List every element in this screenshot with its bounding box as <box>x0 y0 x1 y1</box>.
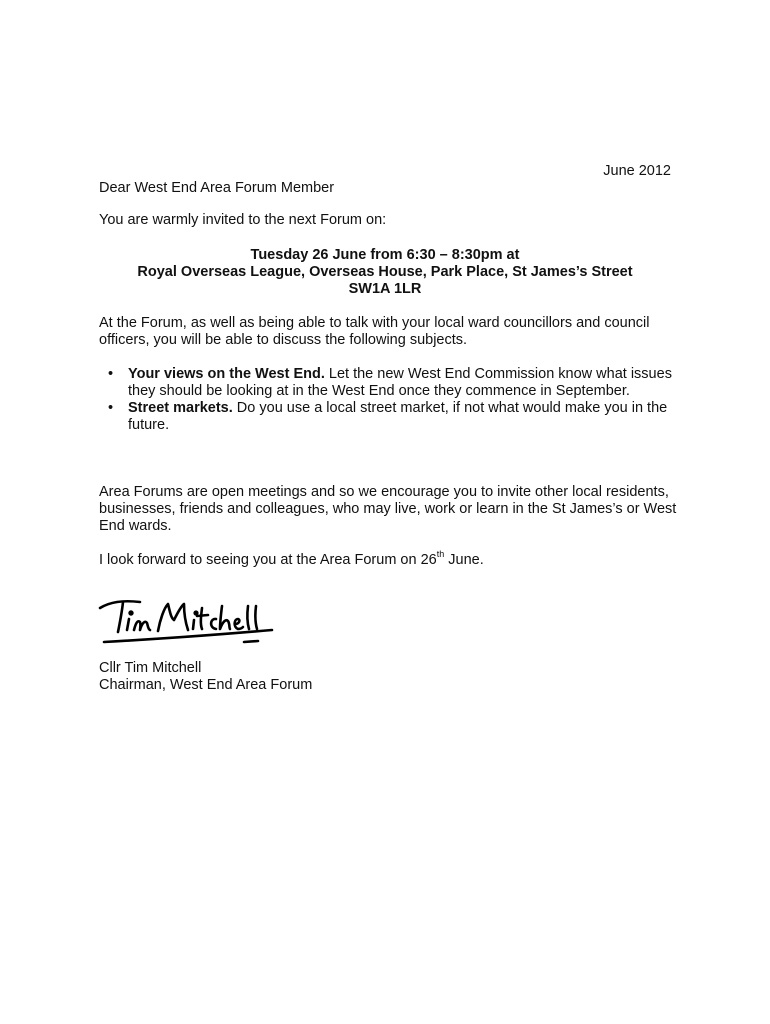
salutation: Dear West End Area Forum Member <box>99 180 335 196</box>
subject-item <box>99 400 674 434</box>
event-venue: Royal Overseas League, Overseas House, Park Place, St James’s Street <box>137 264 633 280</box>
bullet-icon: • <box>108 366 114 382</box>
open-meetings-paragraph: Area Forums are open meetings and so we encourage you to invite other local residents, businesses, friends and colleagues, who may live, work or learn in the St James’s or West End wards. <box>99 484 677 534</box>
closing-line <box>99 549 484 569</box>
subject-title: Your views on the West End. <box>128 366 325 382</box>
closing-text: I look forward to seeing you at the Area Forum on 26 <box>99 552 437 568</box>
signatory-role: Chairman, West End Area Forum <box>99 677 313 693</box>
invitation-line: You are warmly invited to the next Forum on: <box>99 212 387 228</box>
subjects-list <box>99 366 674 434</box>
event-date-time: Tuesday 26 June from 6:30 – 8:30pm at <box>250 247 520 263</box>
subject-text: Let the new West End Commission know what issues they should be looking at in the West End once they commence in September. <box>128 366 672 399</box>
signatory-name: Cllr Tim Mitchell <box>99 660 202 676</box>
subject-text: Do you use a local street market, if not what would make you in the future. <box>128 400 668 433</box>
intro-paragraph: At the Forum, as well as being able to talk with your local ward councillors and council officers, you will be able to discuss the following subjects. <box>99 315 650 348</box>
subject-title: Street markets. <box>128 400 233 416</box>
bullet-icon: • <box>108 400 114 416</box>
event-details <box>99 247 671 298</box>
ordinal-suffix: th <box>436 549 445 559</box>
handwritten-signature <box>96 592 286 652</box>
event-postcode: SW1A 1LR <box>348 281 422 297</box>
closing-month: June. <box>444 552 484 568</box>
signoff <box>99 660 312 694</box>
subject-item <box>99 366 674 400</box>
letter-date: June 2012 <box>603 163 671 179</box>
